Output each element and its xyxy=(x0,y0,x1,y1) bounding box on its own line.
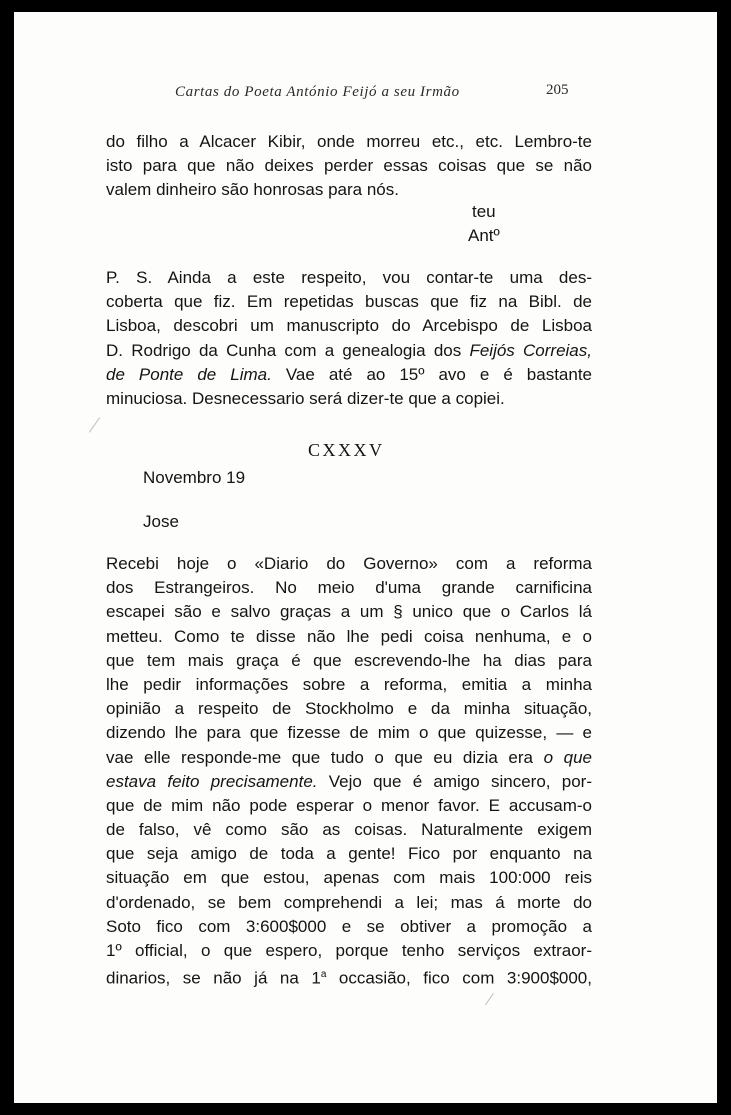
text-line: dizendo lhe para que fizesse de mim o que quizesse, — e xyxy=(106,723,592,743)
paper-smudge xyxy=(89,417,100,432)
text-line xyxy=(106,770,592,794)
text-fragment: Vejo que é amigo sincero, por- xyxy=(317,771,592,791)
text-line: minuciosa. Desnecessario será dizer-te que a copiei. xyxy=(106,388,505,408)
letter-number: CXXXV xyxy=(308,440,385,460)
letter-salutation: Jose xyxy=(143,512,179,531)
book-page xyxy=(14,12,717,1103)
text-line xyxy=(106,746,592,770)
text-line: valem dinheiro são honrosas para nós. xyxy=(106,180,399,200)
text-line: de falso, vê como são as coisas. Naturalmente exigem xyxy=(106,820,592,840)
postscript-paragraph xyxy=(106,266,592,411)
text-line: Lisboa, descobri um manuscripto do Arcebispo de Lisboa xyxy=(106,316,592,336)
text-line: situação em que estou, apenas com mais 100:000 reis xyxy=(106,868,592,888)
text-line: isto para que não deixes perder essas coisas que se não xyxy=(106,156,592,176)
page-number: 205 xyxy=(546,82,569,98)
text-line xyxy=(106,363,592,387)
letter-body xyxy=(106,552,592,987)
italic-quote: estava feito precisamente. xyxy=(106,771,318,791)
paper-smudge xyxy=(485,993,494,1005)
text-fragment: D. Rodrigo da Cunha com a genealogia dos xyxy=(106,340,470,360)
text-line: 1º official, o que espero, porque tenho serviços extraor- xyxy=(106,941,592,960)
text-line: lhe pedir informações sobre a reforma, emitia a minha xyxy=(106,674,592,694)
italic-title: de Ponte de Lima. xyxy=(106,364,272,384)
text-line: d'ordenado, se bem comprehendi a lei; mas á morte do xyxy=(106,892,592,912)
text-line: que tem mais graça é que escrevendo-lhe ha dias para xyxy=(106,650,592,670)
text-line: dos Estrangeiros. No meio d'uma grande carnificina xyxy=(106,578,592,598)
text-line: que seja amigo de toda a gente! Fico por enquanto na xyxy=(106,844,592,864)
text-fragment: Vae até ao 15º avo e é bastante xyxy=(271,364,593,384)
text-line: coberta que fiz. Em repetidas buscas que fiz na Bibl. de xyxy=(106,292,592,312)
text-line: escapei são e salvo graças a um § unico que o Carlos lá xyxy=(106,602,592,622)
text-fragment: occasião, fico com 3:900$000, xyxy=(326,968,592,988)
text-fragment: dinarios, se não já na 1 xyxy=(106,968,321,988)
italic-title: Feijós Correias, xyxy=(469,340,592,360)
signature-name: Antº xyxy=(468,226,500,245)
text-line xyxy=(106,339,592,363)
text-line: metteu. Como te disse não lhe pedi coisa nenhuma, e o xyxy=(106,626,592,646)
text-line xyxy=(106,963,592,987)
text-line: P. S. Ainda a este respeito, vou contar-te uma des- xyxy=(106,268,592,287)
text-line: opinião a respeito de Stockholmo e da minha situação, xyxy=(106,699,592,719)
italic-quote: o que xyxy=(543,747,592,767)
text-fragment: vae elle responde-me que tudo o que eu dizia era xyxy=(106,747,544,767)
letter-date: Novembro 19 xyxy=(143,468,246,487)
superscript: a xyxy=(320,969,327,981)
closing-paragraph xyxy=(106,130,592,203)
text-line: do filho a Alcacer Kibir, onde morreu etc., etc. Lembro-te xyxy=(106,132,592,151)
signature-teu: teu xyxy=(472,202,496,221)
text-line: Recebi hoje o «Diario do Governo» com a reforma xyxy=(106,554,592,573)
text-line: Soto fico com 3:600$000 e se obtiver a promoção a xyxy=(106,916,592,936)
text-line: que de mim não pode esperar o menor favor. E accusam-o xyxy=(106,795,592,815)
running-title: Cartas do Poeta António Feijó a seu Irmão xyxy=(175,84,460,100)
